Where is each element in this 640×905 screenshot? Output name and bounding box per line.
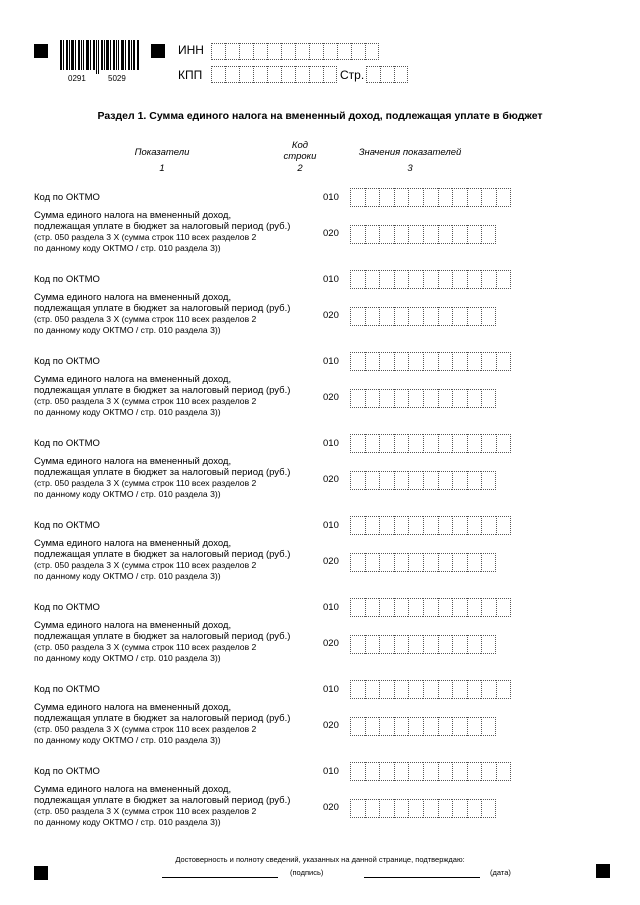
input-cell[interactable] [281, 66, 295, 83]
inn-label: ИНН [178, 43, 204, 57]
input-cell[interactable] [481, 188, 496, 207]
input-cell[interactable] [452, 635, 467, 654]
input-cell[interactable] [481, 516, 496, 535]
column-header-code-line2: строки [283, 151, 317, 162]
input-cell[interactable] [239, 66, 253, 83]
date-caption: (дата) [490, 868, 511, 877]
input-cell[interactable] [496, 762, 511, 781]
registration-mark-bottom-left [34, 866, 48, 880]
input-cell[interactable] [394, 188, 409, 207]
input-cell[interactable] [408, 635, 423, 654]
inn-field[interactable] [211, 43, 379, 60]
input-cell[interactable] [467, 471, 482, 490]
tax-sum-field[interactable] [350, 717, 496, 736]
input-cell[interactable] [481, 799, 496, 818]
input-cell[interactable] [408, 598, 423, 617]
oktmo-label: Код по ОКТМО [34, 274, 100, 285]
input-cell[interactable] [481, 270, 496, 289]
input-cell[interactable] [253, 66, 267, 83]
input-cell[interactable] [350, 598, 365, 617]
input-cell[interactable] [452, 553, 467, 572]
tax-sum-desc-line4: по данному коду ОКТМО / стр. 010 раздела 3)) [34, 242, 221, 253]
oktmo-label: Код по ОКТМО [34, 438, 100, 449]
input-cell[interactable] [496, 352, 511, 371]
input-cell[interactable] [438, 516, 453, 535]
input-cell[interactable] [423, 717, 438, 736]
input-cell[interactable] [452, 352, 467, 371]
input-cell[interactable] [350, 762, 365, 781]
input-cell[interactable] [423, 471, 438, 490]
input-cell[interactable] [467, 270, 482, 289]
tax-sum-desc-line2: подлежащая уплате в бюджет за налоговый период (руб.) [34, 302, 291, 314]
barcode-number-right: 5029 [108, 74, 126, 83]
oktmo-label: Код по ОКТМО [34, 520, 100, 531]
input-cell[interactable] [350, 188, 365, 207]
input-cell[interactable] [365, 717, 380, 736]
input-cell[interactable] [452, 799, 467, 818]
tax-sum-desc-line4: по данному коду ОКТМО / стр. 010 раздела 3)) [34, 816, 221, 827]
input-cell[interactable] [394, 553, 409, 572]
input-cell[interactable] [350, 434, 365, 453]
input-cell[interactable] [267, 43, 281, 60]
tax-sum-line-code: 020 [323, 638, 339, 649]
input-cell[interactable] [438, 553, 453, 572]
column-number-3: 3 [407, 163, 413, 174]
input-cell[interactable] [423, 270, 438, 289]
tax-sum-desc-line3: (стр. 050 раздела 3 Х (сумма строк 110 всех разделов 2 [34, 232, 257, 243]
input-cell[interactable] [496, 598, 511, 617]
input-cell[interactable] [365, 680, 380, 699]
input-cell[interactable] [337, 43, 351, 60]
input-cell[interactable] [408, 307, 423, 326]
input-cell[interactable] [379, 434, 394, 453]
input-cell[interactable] [452, 270, 467, 289]
input-cell[interactable] [423, 680, 438, 699]
input-cell[interactable] [379, 188, 394, 207]
tax-sum-desc-line3: (стр. 050 раздела 3 Х (сумма строк 110 всех разделов 2 [34, 642, 257, 653]
input-cell[interactable] [350, 307, 365, 326]
input-cell[interactable] [350, 471, 365, 490]
input-cell[interactable] [394, 307, 409, 326]
input-cell[interactable] [423, 434, 438, 453]
input-cell[interactable] [467, 352, 482, 371]
column-header-values: Значения показателей [358, 147, 462, 158]
input-cell[interactable] [438, 270, 453, 289]
oktmo-label: Код по ОКТМО [34, 602, 100, 613]
page-label: Стр. [340, 68, 365, 82]
tax-sum-desc-line3: (стр. 050 раздела 3 Х (сумма строк 110 всех разделов 2 [34, 806, 257, 817]
input-cell[interactable] [365, 553, 380, 572]
input-cell[interactable] [379, 270, 394, 289]
oktmo-label: Код по ОКТМО [34, 684, 100, 695]
tax-sum-field[interactable] [350, 553, 496, 572]
input-cell[interactable] [481, 352, 496, 371]
input-cell[interactable] [423, 635, 438, 654]
input-cell[interactable] [452, 434, 467, 453]
input-cell[interactable] [467, 389, 482, 408]
oktmo-line-code: 010 [323, 274, 339, 285]
input-cell[interactable] [481, 389, 496, 408]
input-cell[interactable] [496, 434, 511, 453]
input-cell[interactable] [365, 434, 380, 453]
input-cell[interactable] [481, 598, 496, 617]
input-cell[interactable] [438, 680, 453, 699]
input-cell[interactable] [438, 307, 453, 326]
input-cell[interactable] [350, 635, 365, 654]
input-cell[interactable] [379, 389, 394, 408]
input-cell[interactable] [408, 434, 423, 453]
input-cell[interactable] [467, 799, 482, 818]
input-cell[interactable] [481, 717, 496, 736]
input-cell[interactable] [394, 799, 409, 818]
input-cell[interactable] [350, 799, 365, 818]
tax-sum-desc-line1: Сумма единого налога на вмененный доход, [34, 620, 232, 631]
tax-sum-line-code: 020 [323, 720, 339, 731]
input-cell[interactable] [350, 389, 365, 408]
input-cell[interactable] [394, 471, 409, 490]
tax-sum-desc-line3: (стр. 050 раздела 3 Х (сумма строк 110 всех разделов 2 [34, 396, 257, 407]
input-cell[interactable] [253, 43, 267, 60]
input-cell[interactable] [379, 762, 394, 781]
section-title: Раздел 1. Сумма единого налога на вмененный доход, подлежащая уплате в бюджет [97, 110, 543, 122]
input-cell[interactable] [323, 66, 337, 83]
column-header-code-line1: Код [291, 140, 309, 151]
tax-sum-line-code: 020 [323, 474, 339, 485]
input-cell[interactable] [481, 434, 496, 453]
input-cell[interactable] [408, 471, 423, 490]
column-number-1: 1 [159, 163, 165, 174]
input-cell[interactable] [379, 516, 394, 535]
input-cell[interactable] [394, 598, 409, 617]
input-cell[interactable] [379, 553, 394, 572]
input-cell[interactable] [408, 188, 423, 207]
oktmo-field[interactable] [350, 270, 511, 289]
input-cell[interactable] [467, 762, 482, 781]
oktmo-line-code: 010 [323, 356, 339, 367]
input-cell[interactable] [408, 516, 423, 535]
input-cell[interactable] [481, 762, 496, 781]
input-cell[interactable] [350, 352, 365, 371]
tax-sum-desc-line3: (стр. 050 раздела 3 Х (сумма строк 110 всех разделов 2 [34, 478, 257, 489]
input-cell[interactable] [350, 516, 365, 535]
input-cell[interactable] [394, 352, 409, 371]
input-cell[interactable] [423, 598, 438, 617]
input-cell[interactable] [408, 553, 423, 572]
tax-sum-description [34, 621, 324, 663]
input-cell[interactable] [350, 553, 365, 572]
input-cell[interactable] [423, 762, 438, 781]
tax-sum-desc-line1: Сумма единого налога на вмененный доход, [34, 538, 232, 549]
tax-sum-desc-line3: (стр. 050 раздела 3 Х (сумма строк 110 всех разделов 2 [34, 724, 257, 735]
input-cell[interactable] [438, 799, 453, 818]
input-cell[interactable] [496, 270, 511, 289]
tax-sum-desc-line1: Сумма единого налога на вмененный доход, [34, 784, 232, 795]
oktmo-label: Код по ОКТМО [34, 192, 100, 203]
input-cell[interactable] [394, 635, 409, 654]
oktmo-label: Код по ОКТМО [34, 356, 100, 367]
input-cell[interactable] [423, 553, 438, 572]
tax-sum-line-code: 020 [323, 228, 339, 239]
input-cell[interactable] [438, 717, 453, 736]
input-cell[interactable] [452, 762, 467, 781]
input-cell[interactable] [225, 43, 239, 60]
input-cell[interactable] [452, 598, 467, 617]
input-cell[interactable] [452, 307, 467, 326]
tax-sum-desc-line1: Сумма единого налога на вмененный доход, [34, 374, 232, 385]
input-cell[interactable] [481, 680, 496, 699]
input-cell[interactable] [408, 225, 423, 244]
tax-sum-description [34, 457, 324, 499]
input-cell[interactable] [225, 66, 239, 83]
input-cell[interactable] [408, 799, 423, 818]
input-cell[interactable] [309, 43, 323, 60]
oktmo-field[interactable] [350, 680, 511, 699]
input-cell[interactable] [423, 225, 438, 244]
tax-sum-desc-line2: подлежащая уплате в бюджет за налоговый период (руб.) [34, 630, 291, 642]
input-cell[interactable] [394, 762, 409, 781]
input-cell[interactable] [379, 717, 394, 736]
oktmo-field[interactable] [350, 762, 511, 781]
oktmo-line-code: 010 [323, 520, 339, 531]
input-cell[interactable] [452, 188, 467, 207]
oktmo-field[interactable] [350, 434, 511, 453]
input-cell[interactable] [452, 389, 467, 408]
input-cell[interactable] [467, 434, 482, 453]
input-cell[interactable] [481, 307, 496, 326]
kpp-field[interactable] [211, 66, 337, 83]
input-cell[interactable] [394, 434, 409, 453]
input-cell[interactable] [467, 635, 482, 654]
tax-sum-desc-line4: по данному коду ОКТМО / стр. 010 раздела 3)) [34, 652, 221, 663]
tax-sum-line-code: 020 [323, 310, 339, 321]
tax-sum-desc-line4: по данному коду ОКТМО / стр. 010 раздела 3)) [34, 406, 221, 417]
input-cell[interactable] [408, 352, 423, 371]
tax-sum-desc-line2: подлежащая уплате в бюджет за налоговый период (руб.) [34, 466, 291, 478]
input-cell[interactable] [394, 389, 409, 408]
tax-sum-description [34, 539, 324, 581]
input-cell[interactable] [365, 516, 380, 535]
input-cell[interactable] [365, 598, 380, 617]
input-cell[interactable] [408, 680, 423, 699]
tax-sum-desc-line4: по данному коду ОКТМО / стр. 010 раздела 3)) [34, 488, 221, 499]
input-cell[interactable] [496, 188, 511, 207]
tax-sum-field[interactable] [350, 635, 496, 654]
input-cell[interactable] [423, 352, 438, 371]
input-cell[interactable] [481, 225, 496, 244]
input-cell[interactable] [438, 352, 453, 371]
input-cell[interactable] [365, 799, 380, 818]
confirmation-text: Достоверность и полноту сведений, указанных на данной странице, подтверждаю: [175, 855, 465, 864]
tax-sum-desc-line2: подлежащая уплате в бюджет за налоговый период (руб.) [34, 712, 291, 724]
tax-sum-desc-line2: подлежащая уплате в бюджет за налоговый период (руб.) [34, 384, 291, 396]
input-cell[interactable] [438, 635, 453, 654]
input-cell[interactable] [351, 43, 365, 60]
input-cell[interactable] [379, 598, 394, 617]
registration-mark-bottom-right [596, 864, 610, 878]
input-cell[interactable] [295, 66, 309, 83]
input-cell[interactable] [211, 43, 225, 60]
barcode-number-left: 0291 [68, 74, 86, 83]
input-cell[interactable] [380, 66, 394, 83]
input-cell[interactable] [379, 635, 394, 654]
tax-sum-desc-line2: подлежащая уплате в бюджет за налоговый период (руб.) [34, 548, 291, 560]
column-header-indicators: Показатели [134, 147, 190, 158]
kpp-label: КПП [178, 68, 203, 82]
input-cell[interactable] [438, 225, 453, 244]
input-cell[interactable] [365, 270, 380, 289]
tax-sum-desc-line4: по данному коду ОКТМО / стр. 010 раздела 3)) [34, 570, 221, 581]
input-cell[interactable] [365, 188, 380, 207]
input-cell[interactable] [379, 799, 394, 818]
signature-line[interactable] [162, 877, 278, 878]
input-cell[interactable] [366, 66, 380, 83]
oktmo-field[interactable] [350, 598, 511, 617]
tax-sum-desc-line3: (стр. 050 раздела 3 Х (сумма строк 110 всех разделов 2 [34, 314, 257, 325]
input-cell[interactable] [467, 516, 482, 535]
input-cell[interactable] [309, 66, 323, 83]
input-cell[interactable] [267, 66, 281, 83]
input-cell[interactable] [394, 225, 409, 244]
input-cell[interactable] [467, 188, 482, 207]
input-cell[interactable] [394, 270, 409, 289]
input-cell[interactable] [496, 516, 511, 535]
input-cell[interactable] [496, 680, 511, 699]
tax-sum-description [34, 211, 324, 253]
input-cell[interactable] [350, 680, 365, 699]
input-cell[interactable] [365, 43, 379, 60]
tax-sum-description [34, 785, 324, 827]
input-cell[interactable] [467, 717, 482, 736]
input-cell[interactable] [452, 225, 467, 244]
input-cell[interactable] [365, 225, 380, 244]
registration-mark-top-right [151, 44, 165, 58]
input-cell[interactable] [408, 762, 423, 781]
tax-sum-line-code: 020 [323, 802, 339, 813]
tax-sum-line-code: 020 [323, 392, 339, 403]
input-cell[interactable] [394, 516, 409, 535]
input-cell[interactable] [408, 717, 423, 736]
oktmo-line-code: 010 [323, 766, 339, 777]
tax-sum-desc-line1: Сумма единого налога на вмененный доход, [34, 456, 232, 467]
input-cell[interactable] [281, 43, 295, 60]
tax-sum-line-code: 020 [323, 556, 339, 567]
oktmo-field[interactable] [350, 516, 511, 535]
input-cell[interactable] [467, 225, 482, 244]
input-cell[interactable] [379, 307, 394, 326]
oktmo-label: Код по ОКТМО [34, 766, 100, 777]
tax-sum-field[interactable] [350, 799, 496, 818]
column-number-2: 2 [297, 163, 303, 174]
tax-sum-desc-line2: подлежащая уплате в бюджет за налоговый период (руб.) [34, 220, 291, 232]
tax-sum-desc-line4: по данному коду ОКТМО / стр. 010 раздела 3)) [34, 324, 221, 335]
input-cell[interactable] [350, 717, 365, 736]
input-cell[interactable] [481, 553, 496, 572]
tax-sum-desc-line4: по данному коду ОКТМО / стр. 010 раздела 3)) [34, 734, 221, 745]
input-cell[interactable] [438, 762, 453, 781]
input-cell[interactable] [423, 799, 438, 818]
input-cell[interactable] [438, 389, 453, 408]
signature-caption: (подпись) [290, 868, 324, 877]
input-cell[interactable] [365, 635, 380, 654]
input-cell[interactable] [408, 389, 423, 408]
input-cell[interactable] [423, 389, 438, 408]
page-number-field[interactable] [366, 66, 408, 83]
input-cell[interactable] [438, 471, 453, 490]
input-cell[interactable] [423, 188, 438, 207]
input-cell[interactable] [481, 635, 496, 654]
input-cell[interactable] [365, 307, 380, 326]
oktmo-field[interactable] [350, 352, 511, 371]
oktmo-line-code: 010 [323, 602, 339, 613]
tax-sum-desc-line1: Сумма единого налога на вмененный доход, [34, 292, 232, 303]
tax-sum-desc-line1: Сумма единого налога на вмененный доход, [34, 702, 232, 713]
input-cell[interactable] [350, 225, 365, 244]
tax-sum-field[interactable] [350, 389, 496, 408]
oktmo-line-code: 010 [323, 684, 339, 695]
input-cell[interactable] [408, 270, 423, 289]
input-cell[interactable] [365, 389, 380, 408]
tax-sum-description [34, 375, 324, 417]
input-cell[interactable] [379, 352, 394, 371]
input-cell[interactable] [211, 66, 225, 83]
input-cell[interactable] [467, 553, 482, 572]
input-cell[interactable] [452, 471, 467, 490]
oktmo-line-code: 010 [323, 438, 339, 449]
input-cell[interactable] [365, 471, 380, 490]
input-cell[interactable] [365, 762, 380, 781]
oktmo-field[interactable] [350, 188, 511, 207]
input-cell[interactable] [452, 516, 467, 535]
input-cell[interactable] [394, 717, 409, 736]
input-cell[interactable] [365, 352, 380, 371]
barcode-icon [60, 40, 140, 74]
tax-sum-description [34, 703, 324, 745]
tax-sum-description [34, 293, 324, 335]
input-cell[interactable] [452, 680, 467, 699]
input-cell[interactable] [438, 188, 453, 207]
input-cell[interactable] [379, 225, 394, 244]
date-line[interactable] [364, 877, 480, 878]
tax-sum-desc-line3: (стр. 050 раздела 3 Х (сумма строк 110 всех разделов 2 [34, 560, 257, 571]
input-cell[interactable] [467, 598, 482, 617]
input-cell[interactable] [350, 270, 365, 289]
input-cell[interactable] [394, 66, 408, 83]
tax-sum-field[interactable] [350, 471, 496, 490]
input-cell[interactable] [438, 598, 453, 617]
registration-mark-top-left [34, 44, 48, 58]
input-cell[interactable] [295, 43, 309, 60]
input-cell[interactable] [379, 680, 394, 699]
input-cell[interactable] [467, 680, 482, 699]
tax-sum-desc-line2: подлежащая уплате в бюджет за налоговый период (руб.) [34, 794, 291, 806]
tax-sum-desc-line1: Сумма единого налога на вмененный доход, [34, 210, 232, 221]
input-cell[interactable] [394, 680, 409, 699]
input-cell[interactable] [452, 717, 467, 736]
input-cell[interactable] [239, 43, 253, 60]
input-cell[interactable] [423, 307, 438, 326]
input-cell[interactable] [379, 471, 394, 490]
input-cell[interactable] [423, 516, 438, 535]
input-cell[interactable] [467, 307, 482, 326]
input-cell[interactable] [323, 43, 337, 60]
tax-sum-field[interactable] [350, 225, 496, 244]
input-cell[interactable] [438, 434, 453, 453]
oktmo-line-code: 010 [323, 192, 339, 203]
input-cell[interactable] [481, 471, 496, 490]
tax-sum-field[interactable] [350, 307, 496, 326]
